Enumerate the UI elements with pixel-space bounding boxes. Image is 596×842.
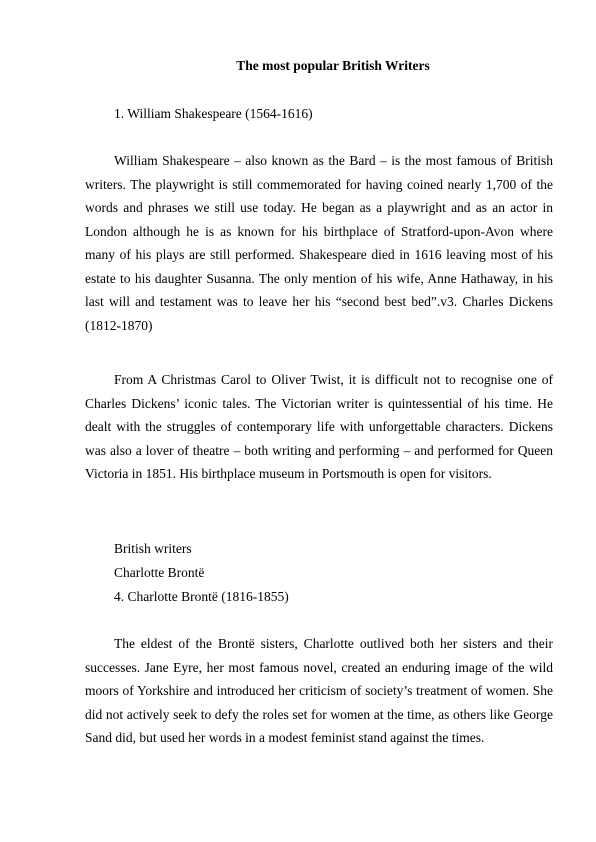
section-heading-bronte: 4. Charlotte Brontë (1816-1855) bbox=[114, 589, 289, 604]
caption-charlotte-bronte: Charlotte Brontë bbox=[114, 565, 205, 580]
paragraph-dickens: From A Christmas Carol to Oliver Twist, it is difficult not to recognise one of Charles Dickens’ iconic tales. The Victorian writer is quintessential of his time. He dealt with the struggles of contemporary life with unforgettable characters. Dickens was also a lover of theatre – both writing and performing – and performed for Queen Victoria in 1851. His birthplace museum in Portsmouth is open for visitors. bbox=[85, 372, 553, 481]
caption-british-writers: British writers bbox=[114, 541, 192, 556]
paragraph-shakespeare: William Shakespeare – also known as the Bard – is the most famous of British writers. The playwright is still commemorated for having coined nearly 1,700 of the words and phrases we still use today. He began as a playwright and as an actor in London although he is as known for his birthplace of Stratford-upon-Avon where many of his plays are still performed. Shakespeare died in 1616 leaving most of his estate to his daughter Susanna. The only mention of his wife, Anne Hathaway, in his last will and testament was to leave her his “second best bed”.v3. Charles Dickens (1812-1870) bbox=[85, 153, 553, 333]
paragraph-bronte: The eldest of the Brontë sisters, Charlotte outlived both her sisters and their successes. Jane Eyre, her most famous novel, created an enduring image of the wild moors of Yorkshire and introduced her criticism of society’s treatment of women. She did not actively seek to defy the roles set for women at the time, as others like George Sand did, but used her words in a modest feminist stand against the times. bbox=[85, 636, 553, 745]
document-title: The most popular British Writers bbox=[236, 58, 430, 73]
section-heading-shakespeare: 1. William Shakespeare (1564-1616) bbox=[114, 106, 313, 121]
